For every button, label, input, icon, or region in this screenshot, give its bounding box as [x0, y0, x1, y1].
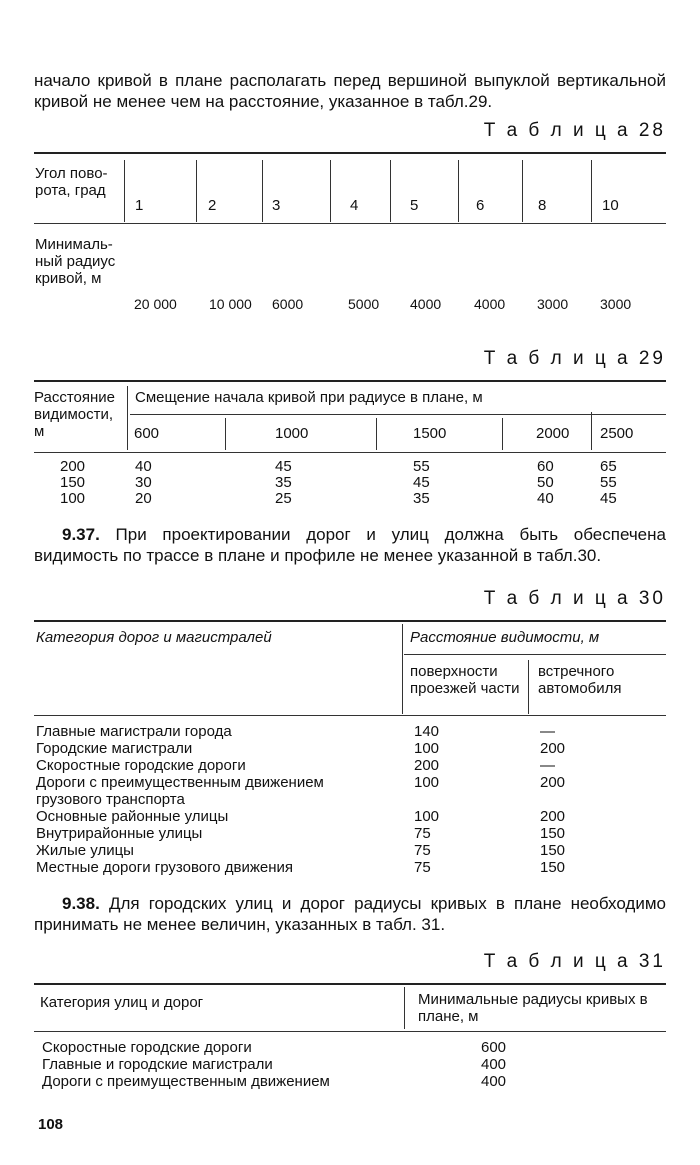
table28-radius-cell: 4000: [474, 296, 506, 312]
table30-oncoming: 150: [540, 859, 566, 876]
table28-radius-cell: 6000: [272, 296, 304, 312]
table29-cell: 45: [275, 458, 292, 475]
table29-cell: 40: [537, 490, 554, 507]
table28-angle-cell: 5: [410, 197, 419, 214]
table29-distance: 150: [60, 474, 86, 491]
table29-cell: 45: [413, 474, 430, 491]
table28-row1-header: Угол пово-рота, град: [35, 165, 108, 199]
table29-cell: 65: [600, 458, 617, 475]
table28-angle-cell: 8: [538, 197, 547, 214]
section-9-38: [34, 893, 666, 935]
table30-surface-header: поверхности проезжей части: [410, 663, 520, 697]
table29-cell: 55: [413, 458, 430, 475]
table30-oncoming: 200: [540, 740, 566, 757]
table31-category: Скоростные городские дороги: [42, 1039, 252, 1056]
table28-caption: Т а б л и ц а 28: [483, 120, 666, 141]
table29-cell: 25: [275, 490, 292, 507]
table28-radius-cell: 5000: [348, 296, 380, 312]
table28-radius-cell: 4000: [410, 296, 442, 312]
table28-angle-cell: 6: [476, 197, 485, 214]
table31-radius-header: Минимальные радиусы кривых в плане, м: [418, 991, 648, 1025]
table30-surface: 75: [414, 842, 431, 859]
table29-cell: 35: [413, 490, 430, 507]
table28-radius-cell: 3000: [600, 296, 632, 312]
table31-radius: 600: [481, 1039, 507, 1056]
table30-category: Городские магистрали: [36, 740, 193, 757]
intro-paragraph-text: начало кривой в плане располагать перед вершиной выпуклой вертикальной кривой не менее чем на расстояние, указанное в табл.29.: [34, 71, 666, 111]
table29-radius-header: 600: [134, 425, 160, 442]
table28-radius-cell: 3000: [537, 296, 569, 312]
table30-category: Внутрирайонные улицы: [36, 825, 203, 842]
section-9-37: [34, 524, 666, 566]
table28-radius-cell: 10 000: [209, 296, 252, 312]
table29-radius-header: 1500: [413, 425, 447, 442]
table29-cell: 20: [135, 490, 152, 507]
table31-category: Дороги с преимущественным движением: [42, 1073, 330, 1090]
table31-category-header: Категория улиц и дорог: [40, 994, 204, 1011]
table30-surface: 75: [414, 859, 431, 876]
table28-row2-header: Минималь-ный радиус кривой, м: [35, 236, 116, 287]
table29-cell: 55: [600, 474, 617, 491]
table29-cell: 60: [537, 458, 554, 475]
section-9-38-number: 9.38.: [62, 894, 100, 913]
table29-cell: 50: [537, 474, 554, 491]
table30-surface: 100: [414, 740, 440, 757]
table28-angle-cell: 1: [135, 197, 144, 214]
table28-radius-cell: 20 000: [134, 296, 177, 312]
table30-surface: 100: [414, 808, 440, 825]
table30-oncoming-header: встречного автомобиля: [538, 663, 622, 697]
section-9-38-text: Для городских улиц и дорог радиусы кривых в плане необходимо принимать не менее величин, указанных в табл. 31.: [34, 894, 666, 934]
table29-radius-header: 2000: [536, 425, 570, 442]
table30-group-header: Расстояние видимости, м: [410, 629, 600, 646]
table30-category-header: Категория дорог и магистралей: [36, 629, 272, 646]
table29-distance: 100: [60, 490, 86, 507]
table30-oncoming: —: [540, 723, 555, 740]
section-9-37-text: При проектировании дорог и улиц должна быть обеспечена видимость по трассе в плане и профиле не менее указанной в табл.30.: [34, 525, 666, 565]
table31-caption: Т а б л и ц а 31: [483, 951, 666, 972]
table28-angle-cell: 10: [602, 197, 619, 214]
table29-cell: 40: [135, 458, 152, 475]
table29-cell: 45: [600, 490, 617, 507]
table30-surface: 200: [414, 757, 440, 774]
table28-angle-cell: 2: [208, 197, 217, 214]
table30-surface: 100: [414, 774, 440, 791]
table30-category: Скоростные городские дороги: [36, 757, 246, 774]
table29-radius-header: 2500: [600, 425, 634, 442]
table29-radius-header: 1000: [275, 425, 309, 442]
table29-group-header: Смещение начала кривой при радиусе в плане, м: [135, 389, 483, 406]
table30-oncoming: 200: [540, 808, 566, 825]
table29-distance: 200: [60, 458, 86, 475]
table30-category: Основные районные улицы: [36, 808, 229, 825]
table30-oncoming: —: [540, 757, 555, 774]
table30-category: Местные дороги грузового движения: [36, 859, 293, 876]
table31-radius: 400: [481, 1073, 507, 1090]
table30-category: Главные магистрали города: [36, 723, 232, 740]
table28-angle-cell: 4: [350, 197, 359, 214]
table28-angle-cell: 3: [272, 197, 281, 214]
section-9-37-number: 9.37.: [62, 525, 100, 544]
table30-oncoming: 200: [540, 774, 566, 791]
table31-radius: 400: [481, 1056, 507, 1073]
table30-surface: 140: [414, 723, 440, 740]
table30-category: Жилые улицы: [36, 842, 134, 859]
table30-caption: Т а б л и ц а 30: [483, 588, 666, 609]
intro-paragraph: [34, 70, 666, 112]
table29-cell: 30: [135, 474, 152, 491]
table29-caption: Т а б л и ц а 29: [483, 348, 666, 369]
table29-distance-header: Расстояние видимости, м: [34, 389, 116, 440]
page-number: 108: [38, 1116, 64, 1133]
table31-category: Главные и городские магистрали: [42, 1056, 273, 1073]
table30-oncoming: 150: [540, 825, 566, 842]
table30-oncoming: 150: [540, 842, 566, 859]
table30-category: Дороги с преимущественным движением грузового транспорта: [36, 774, 324, 808]
table30-surface: 75: [414, 825, 431, 842]
table29-cell: 35: [275, 474, 292, 491]
